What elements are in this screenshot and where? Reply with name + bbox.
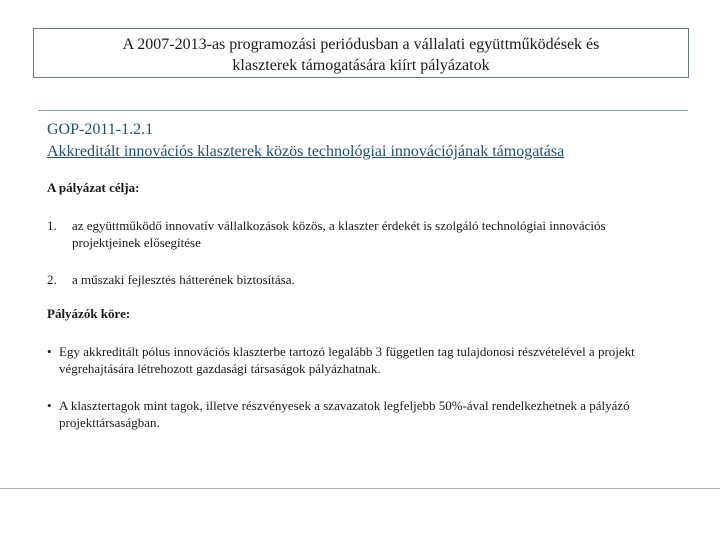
- applicant-item: [47, 343, 687, 377]
- bullet-icon: •: [47, 344, 52, 359]
- footer-divider: [0, 488, 720, 489]
- goal-text: az együttműködő innovatív vállalkozások közös, a klaszter érdekét is szolgáló technológiai innovációs projektjeinek elősegítése: [72, 218, 606, 250]
- applicants-heading: Pályázók köre:: [47, 306, 131, 321]
- goal-item: [47, 217, 677, 251]
- program-code: GOP-2011-1.2.1: [47, 121, 154, 138]
- applicant-text: Egy akkreditált pólus innovációs klaszterbe tartozó legalább 3 független tag tulajdonosi részvételével a projekt végrehajtására létrehozott gazdasági társaságok pályázhatnak.: [59, 344, 635, 376]
- slide-title: [33, 28, 689, 78]
- goal-text: a műszaki fejlesztés hátterének biztosítása.: [72, 272, 295, 287]
- bullet-icon: •: [47, 398, 52, 413]
- slide-title-line1: A 2007-2013-as programozási periódusban a vállalati együttműködések és: [122, 36, 600, 53]
- applicant-text: A klasztertagok mint tagok, illetve részvényesek a szavazatok legfeljebb 50%-ával rendelkezhetnek a pályázó projekttársaságban.: [59, 398, 630, 430]
- slide-title-line2: klaszterek támogatására kiírt pályázatok: [232, 57, 490, 74]
- goal-heading: A pályázat célja:: [47, 180, 140, 195]
- goal-number: 2.: [47, 272, 57, 287]
- goal-number: 1.: [47, 218, 57, 233]
- content-area: [38, 110, 688, 440]
- applicant-item: [47, 397, 687, 431]
- goal-item: [47, 271, 677, 288]
- program-title: Akkreditált innovációs klaszterek közös technológiai innovációjának támogatása: [47, 143, 565, 160]
